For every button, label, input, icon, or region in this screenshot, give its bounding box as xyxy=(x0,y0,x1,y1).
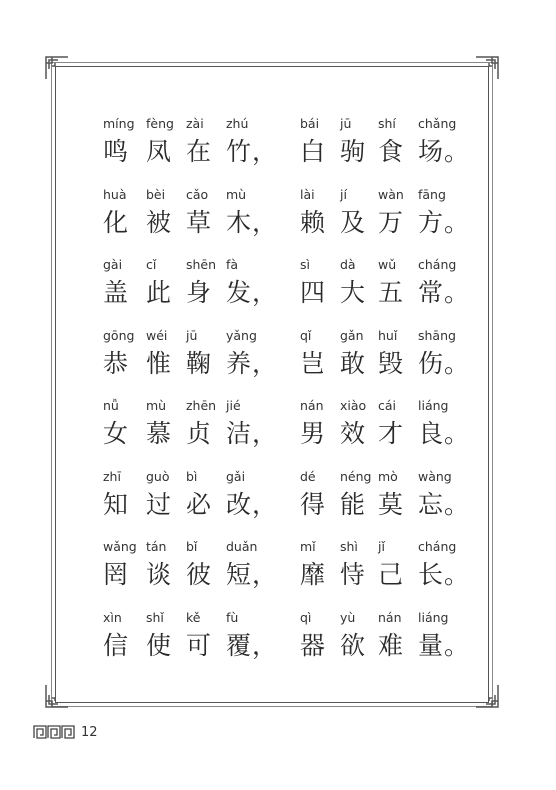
pinyin: zhú xyxy=(226,116,249,131)
pinyin: gōng xyxy=(103,327,135,343)
hanzi: 罔 xyxy=(103,560,129,589)
pinyin: cǎo xyxy=(186,186,209,202)
verse-line xyxy=(0,398,556,458)
pinyin: nán xyxy=(300,398,324,413)
full-stop: 。 xyxy=(444,137,470,166)
page-footer xyxy=(33,724,98,740)
pinyin: mò xyxy=(378,468,398,484)
hanzi: 短 xyxy=(226,560,252,589)
pinyin: huǐ xyxy=(378,327,398,343)
verse-line xyxy=(0,116,556,176)
hanzi: 发 xyxy=(226,278,252,307)
hanzi: 在 xyxy=(186,137,212,166)
hanzi: 必 xyxy=(186,489,212,519)
comma: ， xyxy=(252,489,278,519)
pinyin: kě xyxy=(186,609,201,625)
pinyin: fāng xyxy=(418,186,446,202)
hanzi: 伤 xyxy=(418,348,444,378)
pinyin: wàng xyxy=(418,468,452,484)
comma: ， xyxy=(252,419,278,448)
comma: ， xyxy=(252,137,278,166)
pinyin: chǎng xyxy=(418,116,457,131)
hanzi: 能 xyxy=(340,489,366,519)
verse-line xyxy=(0,539,556,599)
full-stop: 。 xyxy=(444,278,470,307)
hanzi: 莫 xyxy=(378,489,404,519)
hanzi: 得 xyxy=(300,489,326,519)
hanzi: 难 xyxy=(378,630,404,660)
hanzi: 可 xyxy=(186,630,212,660)
pinyin: míng xyxy=(103,116,135,131)
hanzi: 食 xyxy=(378,137,404,166)
pinyin: sì xyxy=(300,257,310,272)
comma: ， xyxy=(252,630,278,660)
full-stop: 。 xyxy=(444,419,470,448)
pinyin: huà xyxy=(103,186,127,202)
hanzi: 欲 xyxy=(340,630,366,660)
pinyin: nǚ xyxy=(103,398,119,413)
hanzi: 方 xyxy=(418,207,444,237)
verse-line xyxy=(0,469,556,529)
full-stop: 。 xyxy=(444,207,470,237)
hanzi: 白 xyxy=(300,137,326,166)
pinyin: fà xyxy=(226,257,239,272)
pinyin: fù xyxy=(226,609,239,625)
hanzi: 彼 xyxy=(186,560,212,589)
full-stop: 。 xyxy=(444,489,470,519)
pinyin: dà xyxy=(340,257,356,272)
hanzi: 草 xyxy=(186,207,212,237)
pinyin: shēn xyxy=(186,257,217,272)
pinyin: cháng xyxy=(418,257,457,272)
hanzi: 量 xyxy=(418,630,444,660)
hanzi: 敢 xyxy=(340,348,366,378)
pinyin: wǎng xyxy=(103,539,137,554)
hanzi: 身 xyxy=(186,278,212,307)
hanzi: 驹 xyxy=(340,137,366,166)
page-number: 12 xyxy=(81,724,98,740)
pinyin: bèi xyxy=(146,186,166,202)
pinyin: mǐ xyxy=(300,539,316,554)
pinyin: gǎi xyxy=(226,468,246,484)
pinyin: shì xyxy=(340,539,358,554)
hanzi: 此 xyxy=(146,278,172,307)
hanzi: 盖 xyxy=(103,278,129,307)
pinyin: zài xyxy=(186,116,204,131)
pinyin: cháng xyxy=(418,539,457,554)
hanzi: 女 xyxy=(103,419,129,448)
pinyin: gài xyxy=(103,257,123,272)
pinyin: lài xyxy=(300,186,315,202)
hanzi: 毁 xyxy=(378,348,404,378)
pinyin: cǐ xyxy=(146,257,157,272)
hanzi: 男 xyxy=(300,419,326,448)
pinyin: bǐ xyxy=(186,539,198,554)
pinyin: jié xyxy=(226,398,241,413)
hanzi: 覆 xyxy=(226,630,252,660)
hanzi: 器 xyxy=(300,630,326,660)
hanzi: 及 xyxy=(340,207,366,237)
hanzi: 才 xyxy=(378,419,404,448)
pinyin: zhī xyxy=(103,468,121,484)
hanzi: 岂 xyxy=(300,348,326,378)
pinyin: zhēn xyxy=(186,398,217,413)
hanzi: 过 xyxy=(146,489,172,519)
pinyin: bái xyxy=(300,116,320,131)
hanzi: 赖 xyxy=(300,207,326,237)
comma: ， xyxy=(252,560,278,589)
hanzi: 信 xyxy=(103,630,129,660)
pinyin: cái xyxy=(378,398,397,413)
hanzi: 使 xyxy=(146,630,172,660)
hanzi: 鸣 xyxy=(103,137,129,166)
verse-line xyxy=(0,610,556,670)
pinyin: shí xyxy=(378,116,396,131)
hanzi: 四 xyxy=(300,278,326,307)
pinyin: tán xyxy=(146,539,167,554)
pinyin: jǐ xyxy=(378,539,385,554)
hanzi: 谈 xyxy=(146,560,172,589)
pinyin: wǔ xyxy=(378,257,397,272)
hanzi: 长 xyxy=(418,560,444,589)
hanzi: 靡 xyxy=(300,560,326,589)
pinyin: qì xyxy=(300,609,312,625)
comma: ， xyxy=(252,348,278,378)
pinyin: néng xyxy=(340,468,372,484)
hanzi: 恭 xyxy=(103,348,129,378)
hanzi: 效 xyxy=(340,419,366,448)
hanzi: 被 xyxy=(146,207,172,237)
pinyin: shāng xyxy=(418,327,456,343)
pinyin: dé xyxy=(300,468,316,484)
hanzi: 己 xyxy=(378,560,404,589)
pinyin: xiào xyxy=(340,398,367,413)
hanzi: 化 xyxy=(103,207,129,237)
pinyin: mù xyxy=(226,186,247,202)
pinyin: yù xyxy=(340,609,356,625)
hanzi: 五 xyxy=(378,278,404,307)
hanzi: 凤 xyxy=(146,137,172,166)
comma: ， xyxy=(252,207,278,237)
hanzi: 洁 xyxy=(226,419,252,448)
hanzi: 场 xyxy=(418,137,444,166)
pinyin: wàn xyxy=(378,186,404,202)
pinyin: liáng xyxy=(418,609,449,625)
hanzi: 忘 xyxy=(418,489,444,519)
hanzi: 常 xyxy=(418,278,444,307)
pinyin: bì xyxy=(186,468,198,484)
pinyin: xìn xyxy=(103,609,122,625)
pinyin: fèng xyxy=(146,116,174,131)
pinyin: liáng xyxy=(418,398,449,413)
full-stop: 。 xyxy=(444,348,470,378)
pinyin: guò xyxy=(146,468,170,484)
hanzi: 贞 xyxy=(186,419,212,448)
comma: ， xyxy=(252,278,278,307)
full-stop: 。 xyxy=(444,560,470,589)
verse-line xyxy=(0,187,556,247)
verse-line xyxy=(0,328,556,388)
hanzi: 鞠 xyxy=(186,348,212,378)
hanzi: 知 xyxy=(103,489,129,519)
hanzi: 养 xyxy=(226,348,252,378)
hanzi: 良 xyxy=(418,419,444,448)
hanzi: 慕 xyxy=(146,419,172,448)
hanzi: 竹 xyxy=(226,137,252,166)
hanzi: 改 xyxy=(226,489,252,519)
hanzi: 大 xyxy=(340,278,366,307)
pinyin: gǎn xyxy=(340,327,364,343)
fret-pattern-icon xyxy=(33,725,75,739)
pinyin: mù xyxy=(146,398,167,413)
pinyin: qǐ xyxy=(300,327,312,343)
full-stop: 。 xyxy=(444,630,470,660)
pinyin: shǐ xyxy=(146,609,164,625)
hanzi: 万 xyxy=(378,207,404,237)
hanzi: 恃 xyxy=(340,560,366,589)
pinyin: jū xyxy=(186,327,198,343)
verse-line xyxy=(0,257,556,317)
pinyin: wéi xyxy=(146,327,168,343)
hanzi: 惟 xyxy=(146,348,172,378)
hanzi: 木 xyxy=(226,207,252,237)
pinyin: nán xyxy=(378,609,402,625)
pinyin: jū xyxy=(340,116,352,131)
pinyin: jí xyxy=(340,186,347,202)
pinyin: yǎng xyxy=(226,327,257,343)
pinyin: duǎn xyxy=(226,539,258,554)
